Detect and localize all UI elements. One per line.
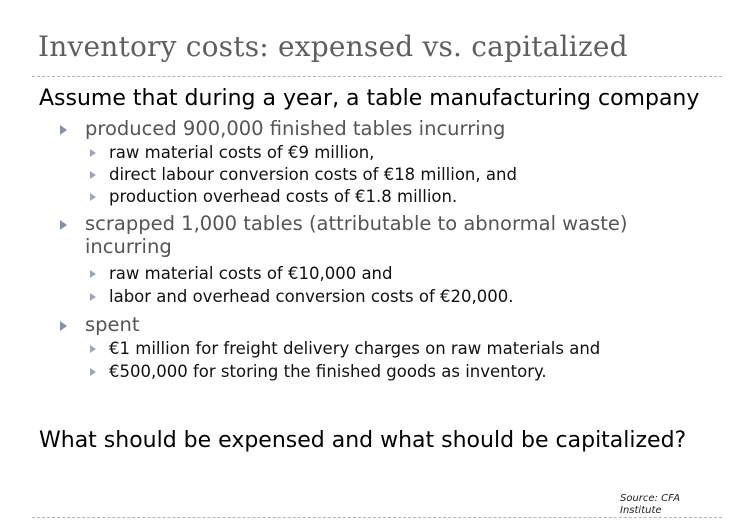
- sub-bullet: [109, 143, 374, 162]
- sub-bullet-text: raw material costs of €10,000 and: [109, 264, 393, 283]
- bullet-text: scrapped 1,000 tables (attributable to abnormal waste) incurring: [85, 212, 628, 258]
- sub-bullet-text: labor and overhead conversion costs of €20,000.: [109, 287, 514, 306]
- bullet-arrow-icon: [60, 125, 67, 135]
- sub-bullet-arrow-icon: [90, 368, 96, 376]
- sub-bullet-text: production overhead costs of €1.8 million.: [109, 187, 458, 206]
- sub-bullet-arrow-icon: [90, 149, 96, 157]
- question-text: What should be expensed and what should be capitalized?: [39, 428, 687, 453]
- bullet-scrapped: [85, 212, 705, 258]
- sub-bullet-arrow-icon: [90, 193, 96, 201]
- sub-bullet: [109, 287, 514, 306]
- sub-bullet-text: €1 million for freight delivery charges on raw materials and: [109, 339, 601, 358]
- bullet-arrow-icon: [60, 321, 67, 331]
- footer-divider: [32, 517, 722, 518]
- sub-bullet: [109, 264, 393, 283]
- sub-bullet-arrow-icon: [90, 345, 96, 353]
- sub-bullet: [109, 362, 547, 381]
- bullet-text: spent: [85, 313, 140, 336]
- bullet-spent: [85, 313, 705, 336]
- sub-bullet: [109, 187, 457, 206]
- bullet-text: produced 900,000 finished tables incurring: [85, 117, 506, 140]
- sub-bullet-arrow-icon: [90, 270, 96, 278]
- bullet-produced: [85, 117, 705, 140]
- sub-bullet-text: raw material costs of €9 million,: [109, 143, 375, 162]
- source-note: Source: CFA Institute: [620, 493, 681, 516]
- title-divider: [32, 76, 722, 77]
- sub-bullet-arrow-icon: [90, 293, 96, 301]
- bullet-arrow-icon: [60, 220, 67, 230]
- sub-bullet-text: €500,000 for storing the finished goods as inventory.: [109, 362, 547, 381]
- sub-bullet-text: direct labour conversion costs of €18 million, and: [109, 165, 517, 184]
- sub-bullet: [109, 339, 600, 358]
- slide-title: Inventory costs: expensed vs. capitalized: [38, 30, 628, 63]
- sub-bullet-arrow-icon: [90, 171, 96, 179]
- intro-text: Assume that during a year, a table manufacturing company: [39, 86, 700, 111]
- sub-bullet: [109, 165, 517, 184]
